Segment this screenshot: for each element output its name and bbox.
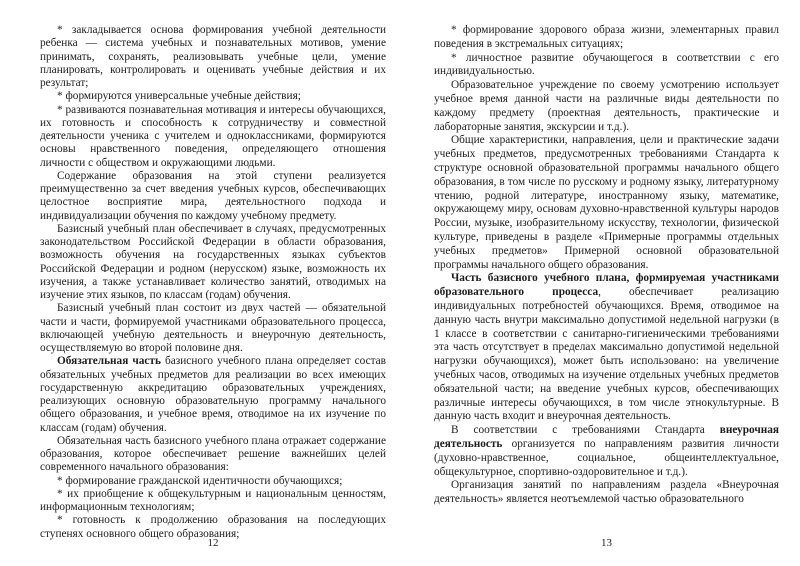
paragraph: Содержание образования на этой ступени реализуется преимущественно за счет введения учебных курсов, обеспечивающих целостное восприятие мира, деятельностного подхода и индивидуализации обучения по каждому учебному предмету.: [40, 169, 386, 222]
paragraph: * формируются универсальные учебные действия;: [57, 90, 301, 103]
page-right: [434, 0, 779, 566]
paragraph: Образовательное учреждение по своему усмотрению использует учебное время данной части на различные виды деятельности по каждому предмету (проектная деятельность, практические и лабораторные занятия, экскурсии и т.д.).: [434, 79, 779, 133]
paragraph: Базисный учебный план состоит из двух частей — обязательной части и части, формируемой участниками образовательного процесса, включающей учебную деятельность и внеурочную деятельность, осуществляемую во второй половине дня.: [40, 302, 386, 354]
paragraph: Обязательная часть базисного учебного плана отражает содержание образования, которое обеспечивает решение важнейших целей современного начального образования:: [40, 434, 386, 474]
paragraph: Организация занятий по направлениям раздела «Внеурочная деятельность» является неотъемлемой частью образовательного: [434, 479, 779, 506]
page-left: [40, 0, 386, 566]
page-right-number: 13: [601, 537, 612, 549]
paragraph: * личностное развитие обучающегося в соответствии с его индивидуальностью.: [434, 51, 779, 78]
page-right-text: [434, 0, 779, 507]
paragraph: * формирование гражданской идентичности обучающихся;: [57, 474, 343, 487]
paragraph: В соответствии с требованиями Стандарта внеурочная деятельность организуется по направлениям развития личности (духовно-нравственное, социальное, общеинтеллектуальное, общекультурное, спортивно-оздоровительное и т.д.).: [434, 424, 779, 478]
paragraph: * формирование здорового образа жизни, элементарных правил поведения в экстремальных ситуациях;: [434, 24, 779, 50]
page-left-number: 12: [207, 537, 219, 549]
paragraph: Базисный учебный план обеспечивает в случаях, предусмотренных законодательством Российской Федерации в области образования, возможность обучения на государственных языках субъектов Российской Федерации и родном (нерусском) языке, возможность их изучения, а также устанавливает количество занятий, отводимых на изучение этих языков, по классам (годам) обучения.: [40, 222, 386, 301]
paragraph: Часть базисного учебного плана, формируемая участниками образовательного процесса, обеспечивает реализацию индивидуальных потребностей обучающихся. Время, отводимое на данную часть внутри максимально допустимой недельной нагрузки (в 1 классе в соответствии с санитарно-гигиеническими требованиями эта часть отсутствует в пределах максимально допустимой недельной нагрузки обучающихся), может быть использовано: на увеличение учебных часов, отводимых на изучение отдельных учебных предметов обязательной части; на введение учебных курсов, обеспечивающих различные интересы обучающихся, в том числе этнокультурные. В данную часть входит и внеурочная деятельность.: [434, 272, 780, 423]
paragraph: Общие характеристики, направления, цели и практические задачи учебных предметов, предусмотренных требованиями Стандарта к структуре основной образовательной программы начального общего образования, в том числе по русскому и родному языку, литературному чтению, родной литературе, иностранному языку, математике, окружающему миру, основам духовно-нравственной культуры народов России, музыке, изобразительному искусству, технологии, физической культуре, приведены в разделе «Примерные программы отдельных учебных предметов» Примерной основной образовательной программы начального общего образования.: [434, 134, 779, 271]
page-left-text: [40, 0, 386, 541]
paragraph: * их приобщение к общекультурным и национальным ценностям, информационным технологиям;: [40, 487, 386, 513]
paragraph: Обязательная часть базисного учебного плана определяет состав обязательных учебных предметов для реализации во всех имеющих государственную аккредитацию образовательных учреждениях, реализующих основную образовательную программу начального общего образования, и учебное время, отводимое на их изучение по классам (годам) обучения.: [40, 355, 387, 434]
paragraph: * развиваются познавательная мотивация и интересы обучающихся, их готовность и способность к сотрудничеству и совместной деятельности ученика с учителем и одноклассниками, формируются основы нравственного поведения, определяющего отношения личности с обществом и окружающими людьми.: [40, 103, 386, 169]
paragraph: * закладывается основа формирования учебной деятельности ребенка — система учебных и познавательных мотивов, умение принимать, сохранять, реализовывать учебные цели, умение планировать, контролировать и оценивать учебные действия и их результат;: [40, 24, 386, 89]
paragraph: * готовность к продолжению образования на последующих ступенях основного общего образования;: [40, 514, 386, 540]
